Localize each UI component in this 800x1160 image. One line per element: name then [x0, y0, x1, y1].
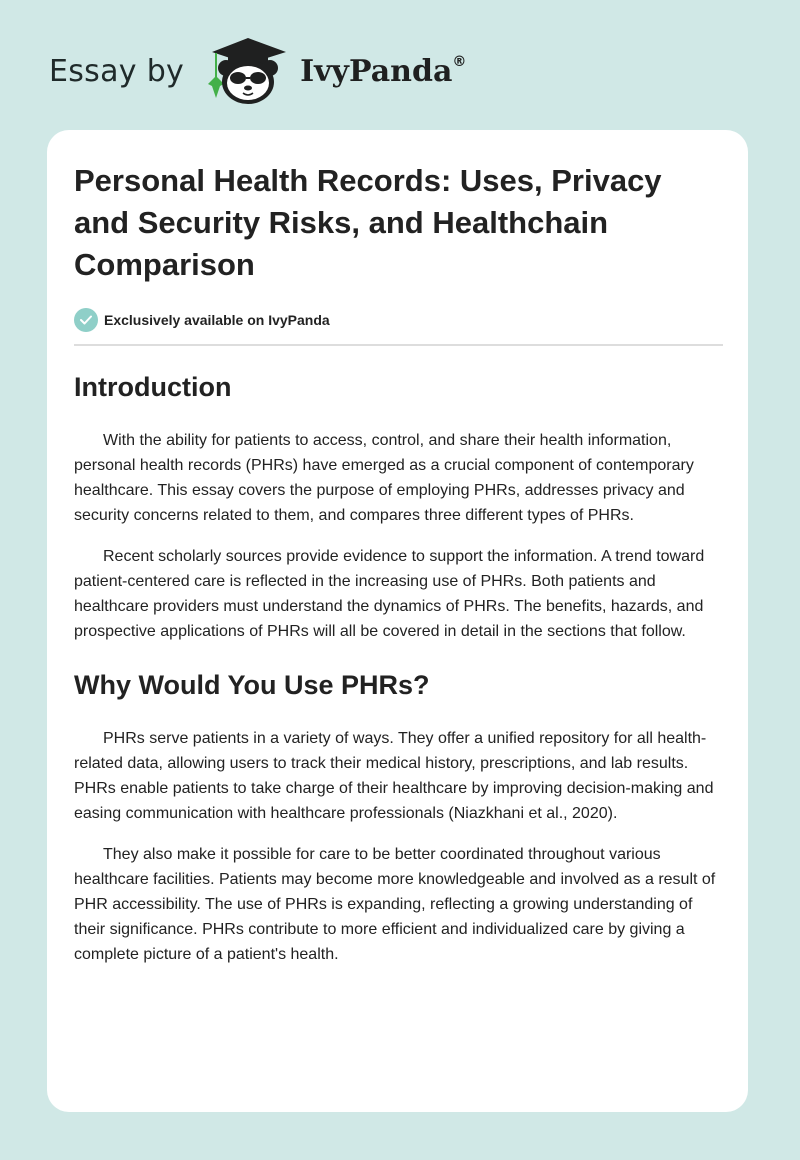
essay-content: [74, 160, 723, 967]
paragraph: With the ability for patients to access, control, and share their health information, personal health records (PHRs) have emerged as a crucial component of contemporary healthcare. This essay covers the purpose of employing PHRs, addresses privacy and security concerns related to them, and compares three different types of PHRs.: [74, 432, 694, 524]
brand-name: IvyPanda: [300, 53, 453, 89]
page-title: Personal Health Records: Uses, Privacy and Security Risks, and Healthchain Comparison: [74, 163, 662, 282]
site-header: [49, 36, 466, 106]
registered-mark: ®: [452, 53, 467, 70]
title-divider: [74, 344, 723, 346]
exclusive-badge-label: Exclusively available on IvyPanda: [104, 312, 330, 328]
paragraph: PHRs serve patients in a variety of ways. They offer a unified repository for all health-related data, allowing users to track their medical history, prescriptions, and lab results. PHRs enable patients to take charge of their healthcare by improving decision-making and easing communication with healthcare professionals (Niazkhani et al., 2020).: [74, 730, 714, 822]
essay-card: [47, 130, 748, 1112]
paragraph: They also make it possible for care to be better coordinated throughout various healthcare facilities. Patients may become more knowledgeable and involved as a result of PHR accessibility. The use of PHRs is expanding, reflecting a growing understanding of their significance. PHRs contribute to more efficient and individualized care by giving a complete picture of a patient's health.: [74, 846, 716, 963]
panda-graduate-icon[interactable]: [202, 36, 294, 106]
section-heading-why-use-phrs: Why Would You Use PHRs?: [74, 670, 430, 700]
essay-by-label: Essay by: [49, 53, 185, 89]
section-heading-introduction: Introduction: [74, 372, 232, 402]
paragraph: Recent scholarly sources provide evidence to support the information. A trend toward patient-centered care is reflected in the increasing use of PHRs. Both patients and healthcare providers must understand the dynamics of PHRs. The benefits, hazards, and prospective applications of PHRs will all be covered in detail in the sections that follow.: [74, 548, 705, 640]
exclusive-badge: [74, 307, 723, 333]
check-circle-icon: [74, 308, 98, 332]
brand-logo-text[interactable]: [300, 54, 466, 89]
